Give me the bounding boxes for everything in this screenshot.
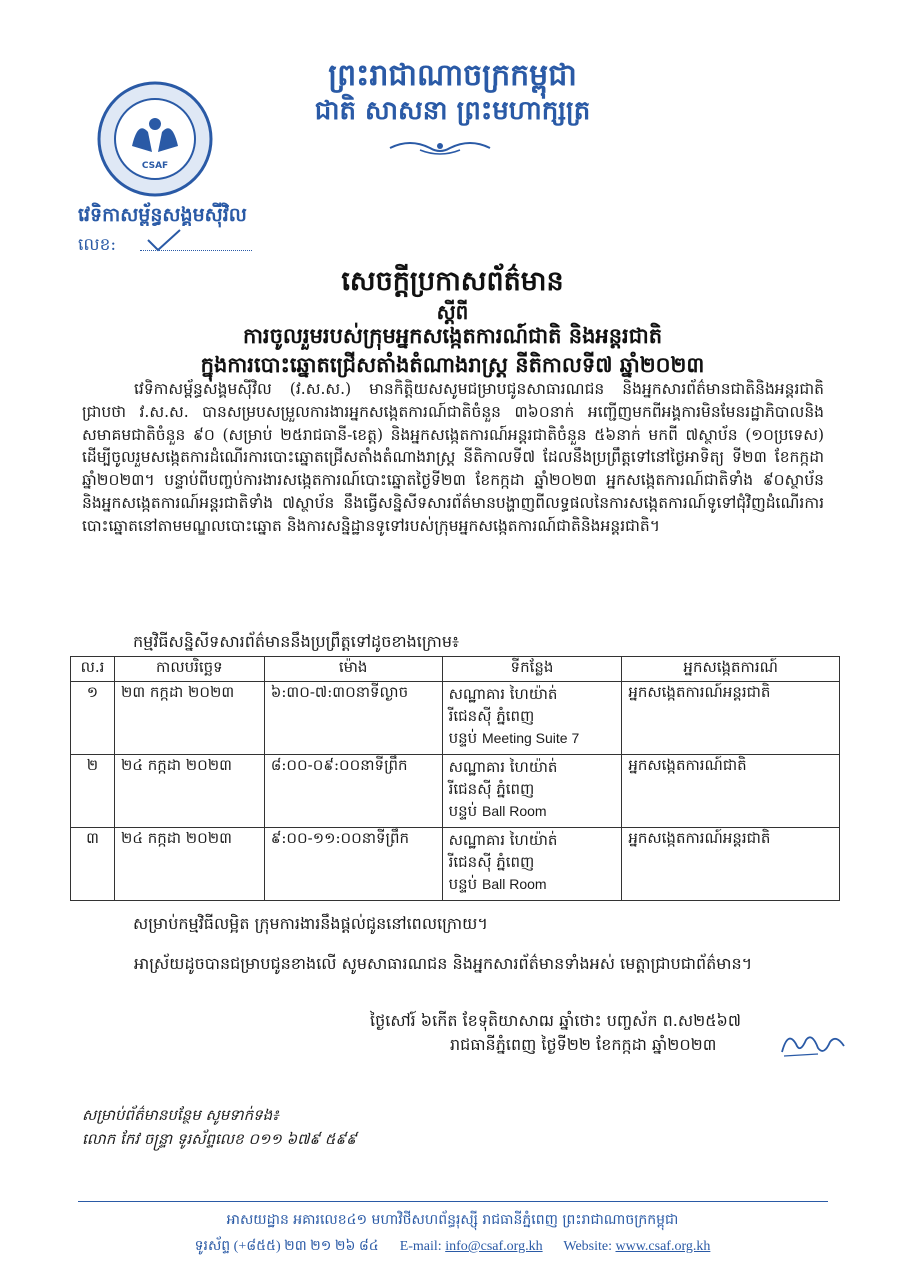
table-header-row xyxy=(71,657,840,682)
footer-address: អាសយដ្ឋាន អគារលេខ៤១ មហាវិថីសហព័ន្ធរុស្ស៊ី រាជធានីភ្នំពេញ ព្រះរាជាណាចក្រកម្ពុជា xyxy=(226,1212,679,1228)
logo-text: CSAF xyxy=(141,161,169,171)
document-title: សេចក្តីប្រកាសព័ត៌មាន xyxy=(341,266,564,297)
row-observer: អ្នកសង្កេតការណ៍ជាតិ xyxy=(622,755,840,828)
venue-room: Meeting Suite 7 xyxy=(481,730,580,746)
row-time: ៩:០០-១១:០០នាទីព្រឹក xyxy=(264,828,442,901)
footer-email-label: E-mail: xyxy=(399,1239,442,1254)
table-row xyxy=(71,828,840,901)
table-row xyxy=(71,682,840,755)
motto-heading: ជាតិ សាសនា ព្រះមហាក្សត្រ xyxy=(314,96,591,126)
venue-room: Ball Room xyxy=(481,803,547,819)
venue-room-line xyxy=(449,727,616,749)
solar-date: រាជធានីភ្នំពេញ ថ្ងៃទី២២ ខែកក្កដា ឆ្នាំ២០២៣ xyxy=(450,1035,717,1054)
row-observer: អ្នកសង្កេតការណ៍អន្តរជាតិ xyxy=(622,828,840,901)
ornament-divider-icon xyxy=(380,134,500,160)
venue-hotel: សណ្ឋាគារ ហៃយ៉ាត់ xyxy=(448,758,558,776)
footer-divider xyxy=(78,1201,828,1202)
venue-room-line xyxy=(449,873,616,895)
row-date: ២៣ កក្កដា ២០២៣ xyxy=(114,682,264,755)
venue-room-prefix: បន្ទប់ xyxy=(448,729,478,747)
row-time: ៨:០០-០៩:០០នាទីព្រឹក xyxy=(264,755,442,828)
venue-hotel: សណ្ឋាគារ ហៃយ៉ាត់ xyxy=(448,685,558,703)
body-paragraph: វេទិកាសម្ព័ន្ធសង្គមស៊ីវិល (វ.ស.ស.) មានកិត្តិយសសូមជម្រាបជូនសាធារណជន និងអ្នកសារព័ត៌មានជាតិនិងអន្តរជាតិជ្រាបថា វ.ស.ស. បានសម្របសម្រួលការងារអ្នកសង្កេតការណ៍ជាតិចំនួន ៣៦០នាក់ អញ្ជើញមកពីអង្គការមិនមែនរដ្ឋាភិបាលនិងសមាគមជាតិចំនួន ៩០ (សម្រាប់ ២៥រាជធានី-ខេត្ត) និងអ្នកសង្កេតការណ៍អន្តរជាតិចំនួន ៥៦នាក់ មកពី ៧ស្ថាប័ន (១០ប្រទេស) ដើម្បីចូលរួមសង្កេតការដំណើរការបោះឆ្នោតជ្រើសតាំងតំណាងរាស្ត្រ នីតិកាលទី៧ ដែលនឹងប្រព្រឹត្តទៅនៅថ្ងៃអាទិត្យ ទី២៣ ខែកក្កដា ឆ្នាំ២០២៣។ បន្ទាប់ពីបញ្ចប់ការងារសង្កេតការណ៍បោះឆ្នោតថ្ងៃទី២៣ ខែកក្កដា ឆ្នាំ២០២៣ អ្នកសង្កេតការណ៍ជាតិទាំង ៩០ស្ថាប័ន និងអ្នកសង្កេតការណ៍អន្តរជាតិទាំង ៧ស្ថាប័ន នឹងធ្វើសន្និសីទសារព័ត៌មានបង្ហាញពីលទ្ធផលនៃការសង្កេតការណ៍ទូទៅជុំវិញដំណើរការបោះឆ្នោតនៅតាមមណ្ឌលបោះឆ្នោត និងការសន្និដ្ឋានទូទៅរបស់ក្រុមអ្នកសង្កេតការណ៍ជាតិនិងអន្តរជាតិ។ xyxy=(82,380,824,535)
row-number: ៣ xyxy=(71,828,115,901)
contact-person: លោក កែវ ចន្ទ្រា ទូរស័ព្ទលេខ ០១១ ៦៧៩ ៥៩៩ xyxy=(82,1130,357,1148)
schedule-table xyxy=(70,656,840,901)
row-venue xyxy=(442,828,622,901)
venue-room: Ball Room xyxy=(481,876,547,892)
table-header-venue: ទីកន្លែង xyxy=(442,657,622,682)
contact-heading: សម្រាប់ព័ត៌មានបន្ថែម សូមទាក់ទង៖ xyxy=(82,1106,279,1124)
document-subtitle-about: ស្តីពី xyxy=(436,300,469,324)
reference-number-label: លេខ: xyxy=(78,235,117,255)
footer-phone: ទូរស័ព្ទ (+៨៥៥) ២៣ ២១ ២៦ ៨៤ xyxy=(194,1239,379,1254)
row-observer: អ្នកសង្កេតការណ៍អន្តរជាតិ xyxy=(622,682,840,755)
table-header-observer: អ្នកសង្កេតការណ៍ xyxy=(622,657,840,682)
document-subject-line1: ការចូលរួមរបស់ក្រុមអ្នកសង្កេតការណ៍ជាតិ និងអន្តរជាតិ xyxy=(242,323,663,348)
check-mark-icon xyxy=(142,226,184,254)
closing-paragraph: អាស្រ័យដូចបានជម្រាបជូនខាងលើ សូមសាធារណជន និងអ្នកសារព័ត៌មានទាំងអស់ មេត្តាជ្រាបជាព័ត៌មាន។ xyxy=(134,954,753,973)
row-date: ២៤ កក្កដា ២០២៣ xyxy=(114,755,264,828)
kingdom-heading: ព្រះរាជាណាចក្រកម្ពុជា xyxy=(328,58,577,93)
venue-city: រីជេនស៊ី ភ្នំពេញ xyxy=(448,853,535,871)
footer-website-link[interactable]: www.csaf.org.kh xyxy=(615,1239,711,1254)
row-time: ៦:៣០-៧:៣០នាទីល្ងាច xyxy=(264,682,442,755)
lunar-date: ថ្ងៃសៅរ៍ ៦កើត ខែទុតិយាសាឍ ឆ្នាំថោះ បញ្ចស័ក ព.ស២៥៦៧ xyxy=(370,1011,741,1030)
signature-icon xyxy=(778,1026,850,1060)
table-header-no: ល.រ xyxy=(71,657,115,682)
venue-room-line xyxy=(449,800,616,822)
row-venue xyxy=(442,755,622,828)
table-row xyxy=(71,755,840,828)
org-name: វេទិកាសម្ព័ន្ធសង្គមស៊ីវិល xyxy=(78,204,247,226)
csaf-logo-icon xyxy=(96,80,214,198)
venue-city: រីជេនស៊ី ភ្នំពេញ xyxy=(448,780,535,798)
footer-contact-line xyxy=(0,1236,905,1257)
document-subject-line2: ក្នុងការបោះឆ្នោតជ្រើសតាំងតំណាងរាស្ត្រ នីតិកាលទី៧ ឆ្នាំ២០២៣ xyxy=(200,352,705,377)
row-venue xyxy=(442,682,622,755)
row-number: ១ xyxy=(71,682,115,755)
schedule-intro: កម្មវិធីសន្និសីទសារព័ត៌មាននឹងប្រព្រឹត្តទៅដូចខាងក្រោម៖ xyxy=(133,632,460,651)
details-note: សម្រាប់កម្មវិធីលម្អិត ក្រុមការងារនឹងផ្តល់ជូននៅពេលក្រោយ។ xyxy=(133,914,488,933)
venue-room-prefix: បន្ទប់ xyxy=(448,875,478,893)
footer-email-link[interactable]: info@csaf.org.kh xyxy=(445,1239,543,1254)
row-date: ២៤ កក្កដា ២០២៣ xyxy=(114,828,264,901)
table-header-date: កាលបរិច្ឆេទ xyxy=(114,657,264,682)
venue-room-prefix: បន្ទប់ xyxy=(448,802,478,820)
row-number: ២ xyxy=(71,755,115,828)
footer-website-label: Website: xyxy=(563,1239,612,1254)
table-header-time: ម៉ោង xyxy=(264,657,442,682)
venue-hotel: សណ្ឋាគារ ហៃយ៉ាត់ xyxy=(448,831,558,849)
venue-city: រីជេនស៊ី ភ្នំពេញ xyxy=(448,707,535,725)
